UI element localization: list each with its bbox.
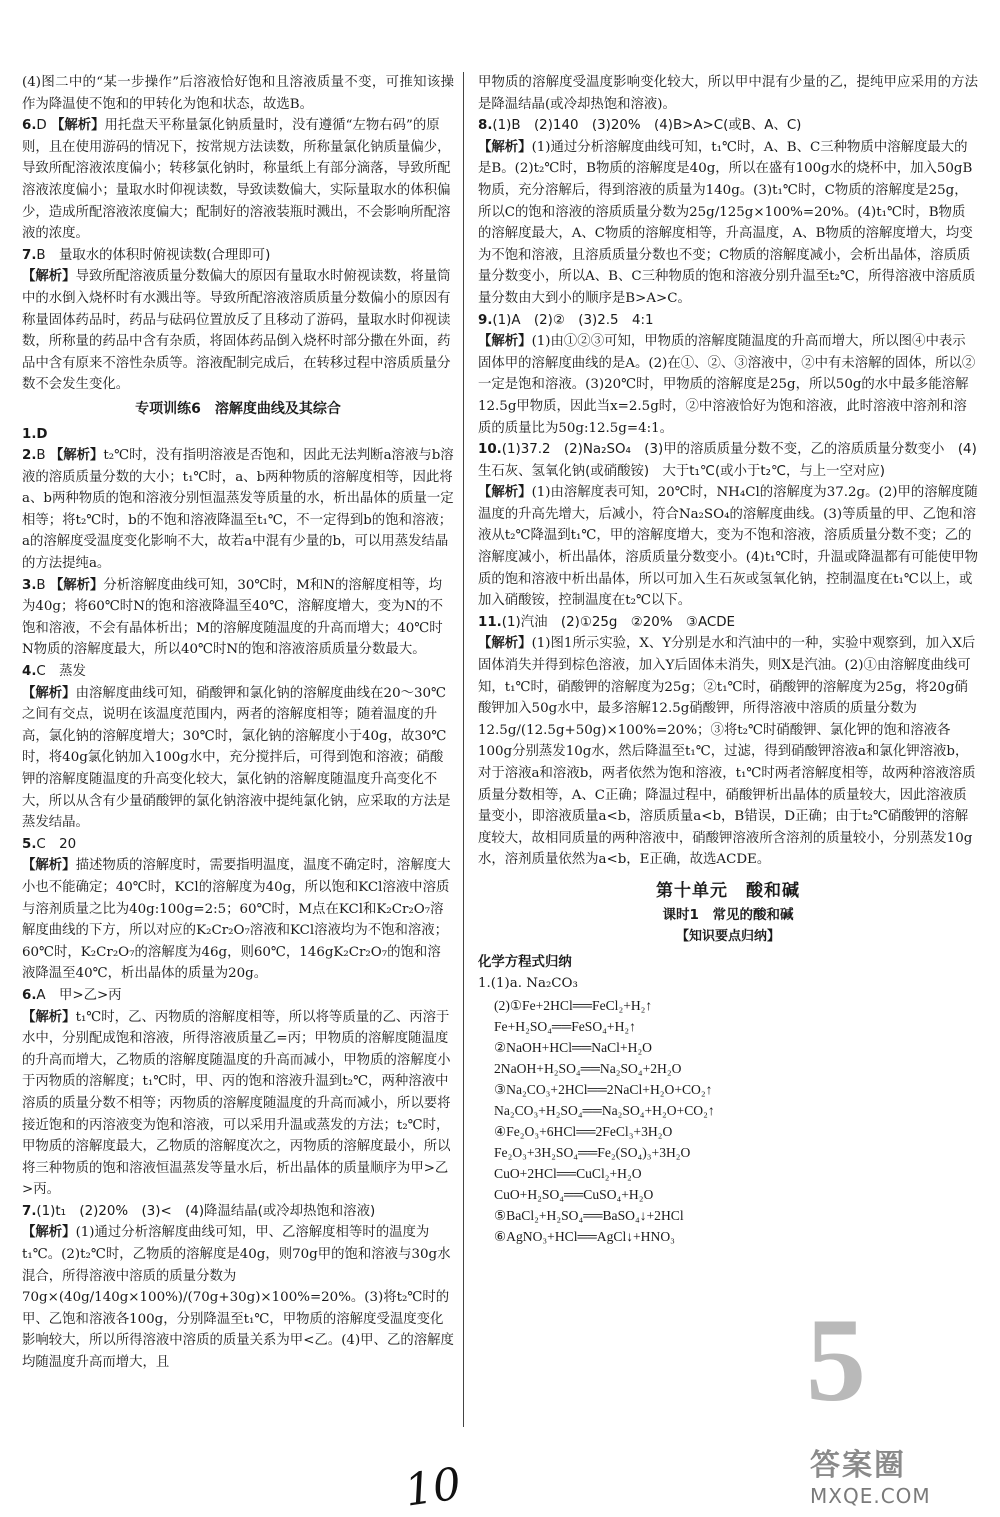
lesson-title: 课时1 常见的酸和碱 [662,906,794,923]
question-6: 6.D 【解析】用托盘天平称量氯化钠质量时，没有遵循“左物右码”的原则，且在使用游码的情况下，按常规方法读数，所称量氯化钠质量偏少，导致所配溶液浓度偏小；转移氯化钠时，称量纸上有部分滴落，导致所配溶液浓度偏小；量取水时仰视读数，导致读数偏大，实际量取水的体积偏少，造成所配溶液浓度偏大；配制好的溶液装瓶时溅出，不会影响所配溶液的浓度。 [22,118,451,242]
q8-explanation: 【解析】(1)通过分析溶解度曲线可知，t₁℃时，A、B、C三种物质中溶解度最大的是B。(2)t₂℃时，B物质的溶解度是40g，所以在盛有100g水的烧杯中，加入50gB物质，充分溶解后，得到溶液的质量为140g。(3)t₁℃时，C物质的溶解度是25g，所以C的饱和溶液的溶质质量分数为25g/125g×100%=20%。(4)t₁℃时，B物质的溶解度最大，A、C物质的溶解度相等，升高温度，A、B物质的溶解度增大，均变为不饱和溶液，且溶质质量分数也不变；C物质的溶解度减小，会析出晶体，溶质质量分数变小，所以A、B、C三种物质的饱和溶液分别升温至t₂℃，所得溶液中溶质质量分数由大到小的顺序是B>A>C。 [478,139,976,306]
watermark-top: 答案圈 [810,1448,906,1483]
equation: ⑥AgNO₃+HCl══AgCl↓+HNO₃ [494,1228,675,1244]
equation: ⑤BaCl₂+H₂SO₄══BaSO₄↓+2HCl [494,1207,684,1223]
s-question-3: 3.B 【解析】分析溶解度曲线可知，30℃时，M和N的溶解度相等，均为40g；将60℃时N的饱和溶液降温至40℃，溶解度增大，变为N的不饱和溶液，不会有晶体析出；M的溶解度随温度的升高而增大；40℃时N物质的溶解度最大，所以40℃时N的饱和溶液溶质质量分数最大。 [22,577,444,658]
continued-paragraph: 甲物质的溶解度受温度影响变化较大，所以甲中混有少量的乙，提纯甲应采用的方法是降温结晶(或冷却热饱和溶液)。 [478,75,978,112]
equation: (2)①Fe+2HCl══FeCl₂+H₂↑ [494,997,653,1013]
knowledge-title: 【知识要点归纳】 [675,929,780,945]
equation: Fe+H₂SO₄══FeSO₄+H₂↑ [494,1018,636,1034]
s-question-2: 2.B 【解析】t₂℃时，没有指明溶液是否饱和，因此无法判断a溶液与b溶液的溶质质量分数的大小；t₁℃时，a、b两种物质的溶解度相等，因此将a、b两种物质的饱和溶液分别恒温蒸发等质量的水，析出晶体的质量一定相等；将t₂℃时，b的不饱和溶液降温至t₁℃，不一定得到b的饱和溶液；a的溶解度受温度变化影响不大，故若a中混有少量的b，可以用蒸发结晶的方法提纯a。 [22,448,454,572]
question-10: 10.(1)37.2 (2)Na₂SO₄ (3)甲的溶质质量分数不变，乙的溶质质量分数变小 (4)生石灰、氢氧化钠(或硝酸铵) 大于t₁℃(或小于t₂℃，与上一空对应) [478,442,977,479]
s-question-4: 4.C 蒸发 [22,664,86,680]
q11-explanation: 【解析】(1)图1所示实验，X、Y分别是水和汽油中的一种，实验中观察到，加入X后固体消失并得到棕色溶液，加入Y后固体未消失，则X是汽油。(2)①由溶解度曲线可知，t₁℃时，硝酸钾的溶解度为25g；②t₁℃时，硝酸钾的溶解度为25g，将20g硝酸钾加入50g水中，最多溶解12.5g硝酸钾，所得溶液中溶质的质量分数为12.5g/(12.5g+50g)×100%=20%；③将t₂℃时硝酸钾、氯化钾的饱和溶液各100g分别蒸发10g水，然后降温至t₁℃，过滤，得到硝酸钾溶液a和氯化钾溶液b，对于溶液a和溶液b，两者依然为饱和溶液，t₁℃时两者溶解度相等，故两种溶液溶质质量分数相等，A、C正确；降温过程中，硝酸钾析出晶体的质量较大，因此溶液质量变小，即溶液质量a<b，溶质质量a<b，B错误，D正确；由于t₂℃硝酸钾的溶解度较大，故相同质量的两种溶液中，硝酸钾溶液所含溶剂的质量较小，分别蒸发10g水，溶剂质量依然为a<b，E正确，故选ACDE。 [478,636,976,868]
question-9: 9.(1)A (2)② (3)2.5 4:1 [478,312,654,328]
s-question-1: 1.D [22,426,48,442]
column-divider [463,72,464,1427]
equation: 2NaOH+H₂SO₄══Na₂SO₄+2H₂O [494,1060,682,1076]
s-question-7: 7.(1)t₁ (2)20% (3)< (4)降温结晶(或冷却热饱和溶液) [22,1203,376,1219]
equations-heading: 化学方程式归纳 [478,954,572,970]
s5-explanation: 【解析】描述物质的溶解度时，需要指明温度，温度不确定时，溶解度大小也不能确定；40℃时，KCl的溶解度为40g，所以饱和KCl溶液中溶质与溶剂质量之比为40g:100g=2:5；60℃时，M点在KCl和K₂Cr₂O₇溶解度曲线的下方，所以对应的K₂Cr₂O₇溶液和KCl溶液均为不饱和溶液；60℃时，K₂Cr₂O₇的溶解度为46g，则60℃，146gK₂Cr₂O₇的饱和溶液降温至40℃，析出晶体的质量为20g。 [22,858,451,982]
unit-title: 第十单元 酸和碱 [656,880,800,901]
watermark-bottom: MXQE.COM [810,1484,931,1508]
s6-explanation: 【解析】t₁℃时，乙、丙物质的溶解度相等，所以将等质量的乙、丙溶于水中，分别配成饱和溶液，所得溶液质量乙=丙；甲物质的溶解度随温度的升高而增大，乙物质的溶解度随温度的升高而减小，甲物质的溶解度小于丙物质的溶解度；t₁℃时，甲、丙的饱和溶液升温到t₂℃，两种溶液中溶质的质量分数不相等；丙物质的溶解度随温度的升高而减小，所以要将接近饱和的丙溶液变为饱和溶液，可以采用升温或蒸发的方法；t₂℃时，甲物质的溶解度最大，乙物质的溶解度次之，丙物质的溶解度最小，所以将三种物质的饱和溶液恒温蒸发等量水后，析出晶体的质量顺序为甲>乙>丙。 [22,1009,451,1198]
equation: Na₂CO₃+H₂SO₄══Na₂SO₄+H₂O+CO₂↑ [494,1102,715,1118]
equation-intro: 1.(1)a. Na₂CO₃ [478,976,578,992]
question-7: 7.B 量取水的体积时俯视读数(合理即可) [22,247,271,263]
equation: CuO+2HCl══CuCl₂+H₂O [494,1165,642,1181]
large-digit-decoration: 5 [806,1293,866,1426]
s4-explanation: 【解析】由溶解度曲线可知，硝酸钾和氯化钠的溶解度曲线在20～30℃之间有交点，说明在该温度范围内，两者的溶解度相等；随着温度的升高，氯化钠的溶解度增大；30℃时，氯化钠的溶解度小于40g，故30℃时，将40g氯化钠加入100g水中，充分搅拌后，可得到饱和溶液；硝酸钾的溶解度随温度的升高变化较大，氯化钠的溶解度随温度升高变化不大，所以从含有少量硝酸钾的氯化钠溶液中提纯氯化钠，应采取的方法是蒸发结晶。 [22,685,451,831]
q9-explanation: 【解析】(1)由①②③可知，甲物质的溶解度随温度的升高而增大，所以图④中表示固体甲的溶解度曲线的是A。(2)在①、②、③溶液中，②中有未溶解的固体，所以②一定是饱和溶液。(3)20℃时，甲物质的溶解度是25g，所以50g的水中最多能溶解12.5g甲物质，因此当x=2.5g时，②中溶液恰好为饱和溶液，此时溶液中溶剂和溶质的质量比为50g:12.5g=4:1。 [478,334,976,436]
section-title: 专项训练6 溶解度曲线及其综合 [135,400,341,417]
s-question-6: 6.A 甲>乙>丙 [22,987,122,1003]
question-8: 8.(1)B (2)140 (3)20% (4)B>A>C(或B、A、C) [478,118,802,134]
equation-list [478,995,978,1247]
equation: CuO+H₂SO₄══CuSO₄+H₂O [494,1186,654,1202]
s-question-5: 5.C 20 [22,836,77,852]
handwritten-page-number: 10 [401,1458,465,1517]
q7-explanation: 【解析】导致所配溶液质量分数偏大的原因有量取水时俯视读数，将量筒中的水倒入烧杯时有水溅出等。导致所配溶液溶质质量分数偏小的原因有称量固体药品时，药品与砝码位置放反了且移动了游码，量取水时仰视读数，所称量的药品中含有杂质，将固体药品倒入烧杯时部分撒在外面，药品中含有原来不溶性杂质等。溶液配制完成后，在转移过程中溶质质量分数不会发生变化。 [22,269,451,393]
equation: ④Fe₂O₃+6HCl══2FeCl₃+3H₂O [494,1123,673,1139]
left-column [22,72,454,1374]
s7-explanation: 【解析】(1)通过分析溶解度曲线可知，甲、乙溶解度相等时的温度为t₁℃。(2)t₂℃时，乙物质的溶解度是40g，则70g甲的饱和溶液与30g水混合，所得溶液中溶质的质量分数为70g×(40g/140g×100%)/(70g+30g)×100%=20%。(3)将t₂℃时的甲、乙饱和溶液各100g，分别降温至t₁℃，甲物质的溶解度受温度变化影响较大，所以所得溶液中溶质的质量关系为甲<乙。(4)甲、乙的溶解度均随温度升高而增大，且 [22,1225,454,1371]
right-column [478,72,978,1247]
equation: ③Na₂CO₃+2HCl══2NaCl+H₂O+CO₂↑ [494,1081,713,1097]
q6-explanation: 用托盘天平称量氯化钠质量时，没有遵循“左物右码”的原则，且在使用游码的情况下，按常规方法读数，所称量氯化钠质量偏少，导致所配溶液浓度偏小；转移氯化钠时，称量纸上有部分滴落，导致所配溶液浓度偏小；量取水时仰视读数，导致读数偏大，实际量取水的体积偏少，造成所配溶液浓度偏大；配制好的溶液装瓶时溅出，不会影响所配溶液的浓度。 [22,118,451,242]
equation: Fe₂O₃+3H₂SO₄══Fe₂(SO₄)₃+3H₂O [494,1144,691,1160]
intro-paragraph: (4)图二中的“某一步操作”后溶液恰好饱和且溶液质量不变，可推知该操作为降温使不饱和的甲转化为饱和状态，故选B。 [22,75,454,112]
question-11: 11.(1)汽油 (2)①25g ②20% ③ACDE [478,614,735,630]
equation: ②NaOH+HCl══NaCl+H₂O [494,1039,652,1055]
q10-explanation: 【解析】(1)由溶解度表可知，20℃时，NH₄Cl的溶解度为37.2g。(2)甲的溶解度随温度的升高先增大，后减小，符合Na₂SO₄的溶解度曲线。(3)等质量的甲、乙饱和溶液从t₂℃降温到t₁℃，甲的溶解度增大，变为不饱和溶液，溶质质量分数不变；乙的溶解度减小，析出晶体，溶质质量分数变小。(4)t₁℃时，升温或降温都有可能使甲物质的饱和溶液中析出晶体，所以可加入生石灰或氢氧化钠，控制温度在t₁℃以上，或加入硝酸铵，控制温度在t₂℃以下。 [478,485,978,609]
watermark-logo [810,1440,990,1508]
